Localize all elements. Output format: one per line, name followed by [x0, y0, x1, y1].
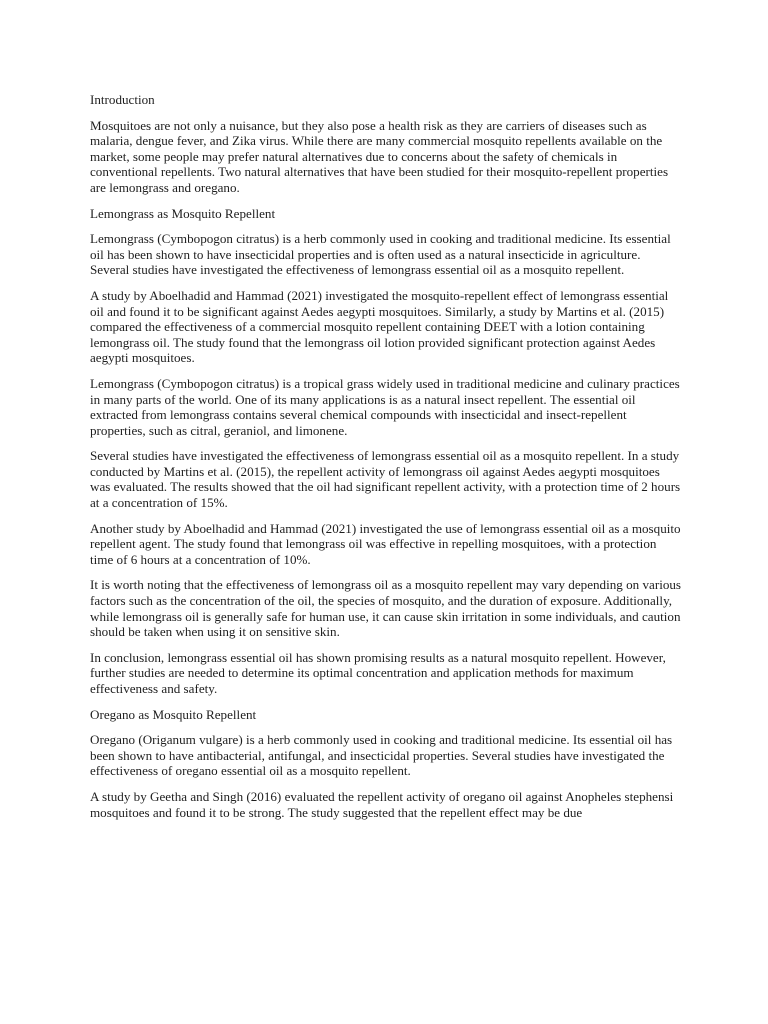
section-heading-oregano: Oregano as Mosquito Repellent: [90, 706, 257, 722]
lemongrass-paragraph-4: Several studies have investigated the effectiveness of lemongrass essential oil as a mosquito repellent. In a study conducted by Martins et al. (2015), the repellent activity of lemongrass oil against Aedes aegypti mosquitoes was evaluated. The results showed that the oil had significant repellent activity, with a protection time of 2 hours at a concentration of 15%.: [90, 448, 681, 511]
intro-paragraph-1: Mosquitoes are not only a nuisance, but they also pose a health risk as they are carriers of diseases such as malaria, dengue fever, and Zika virus. While there are many commercial mosquito repellents available on the market, some people may prefer natural alternatives due to concerns about the safety of chemicals in conventional repellents. Two natural alternatives that have been studied for their mosquito-repellent properties are lemongrass and oregano.: [90, 117, 669, 195]
section-heading-introduction: Introduction: [90, 92, 155, 107]
lemongrass-paragraph-6: It is worth noting that the effectiveness of lemongrass oil as a mosquito repellent may vary depending on various factors such as the concentration of the oil, the species of mosquito, and the duration of exposure. Additionally, while lemongrass oil is generally safe for human use, it can cause skin irritation in some individuals, and caution should be taken when using it on sensitive skin.: [90, 577, 682, 640]
document-page: [90, 92, 682, 830]
lemongrass-paragraph-2: A study by Aboelhadid and Hammad (2021) investigated the mosquito-repellent effect of lemongrass essential oil and found it to be significant against Aedes aegypti mosquitoes. Similarly, a study by Martins et al. (2015) compared the effectiveness of a commercial mosquito repellent containing DEET with a lotion containing lemongrass oil. The study found that the lemongrass oil lotion provided significant protection against Aedes aegypti mosquitoes.: [90, 287, 669, 366]
oregano-paragraph-1: Oregano (Origanum vulgare) is a herb commonly used in cooking and traditional medicine. Its essential oil has been shown to have antibacterial, antifungal, and insecticidal properties. Several studies have investigated the effectiveness of oregano essential oil as a mosquito repellent.: [90, 732, 673, 779]
section-heading-lemongrass: Lemongrass as Mosquito Repellent: [90, 205, 276, 221]
oregano-paragraph-2: A study by Geetha and Singh (2016) evaluated the repellent activity of oregano oil against Anopheles stephensi mosquitoes and found it to be strong. The study suggested that the repellent effect may be due: [90, 788, 674, 820]
lemongrass-paragraph-3: Lemongrass (Cymbopogon citratus) is a tropical grass widely used in traditional medicine and culinary practices in many parts of the world. One of its many applications is as a natural insect repellent. The essential oil extracted from lemongrass contains several chemical compounds with insecticidal and insect-repellent properties, such as citral, geraniol, and limonene.: [90, 375, 680, 438]
lemongrass-paragraph-7: In conclusion, lemongrass essential oil has shown promising results as a natural mosquito repellent. However, further studies are needed to determine its optimal concentration and application methods for maximum effectiveness and safety.: [90, 649, 666, 696]
lemongrass-paragraph-5: Another study by Aboelhadid and Hammad (2021) investigated the use of lemongrass essential oil as a mosquito repellent agent. The study found that lemongrass oil was effective in repelling mosquitoes, with a protection time of 6 hours at a concentration of 10%.: [90, 520, 681, 567]
lemongrass-paragraph-1: Lemongrass (Cymbopogon citratus) is a herb commonly used in cooking and traditional medicine. Its essential oil has been shown to have insecticidal properties and is often used as a natural insecticide in agriculture. Several studies have investigated the effectiveness of lemongrass essential oil as a mosquito repellent.: [90, 231, 671, 278]
